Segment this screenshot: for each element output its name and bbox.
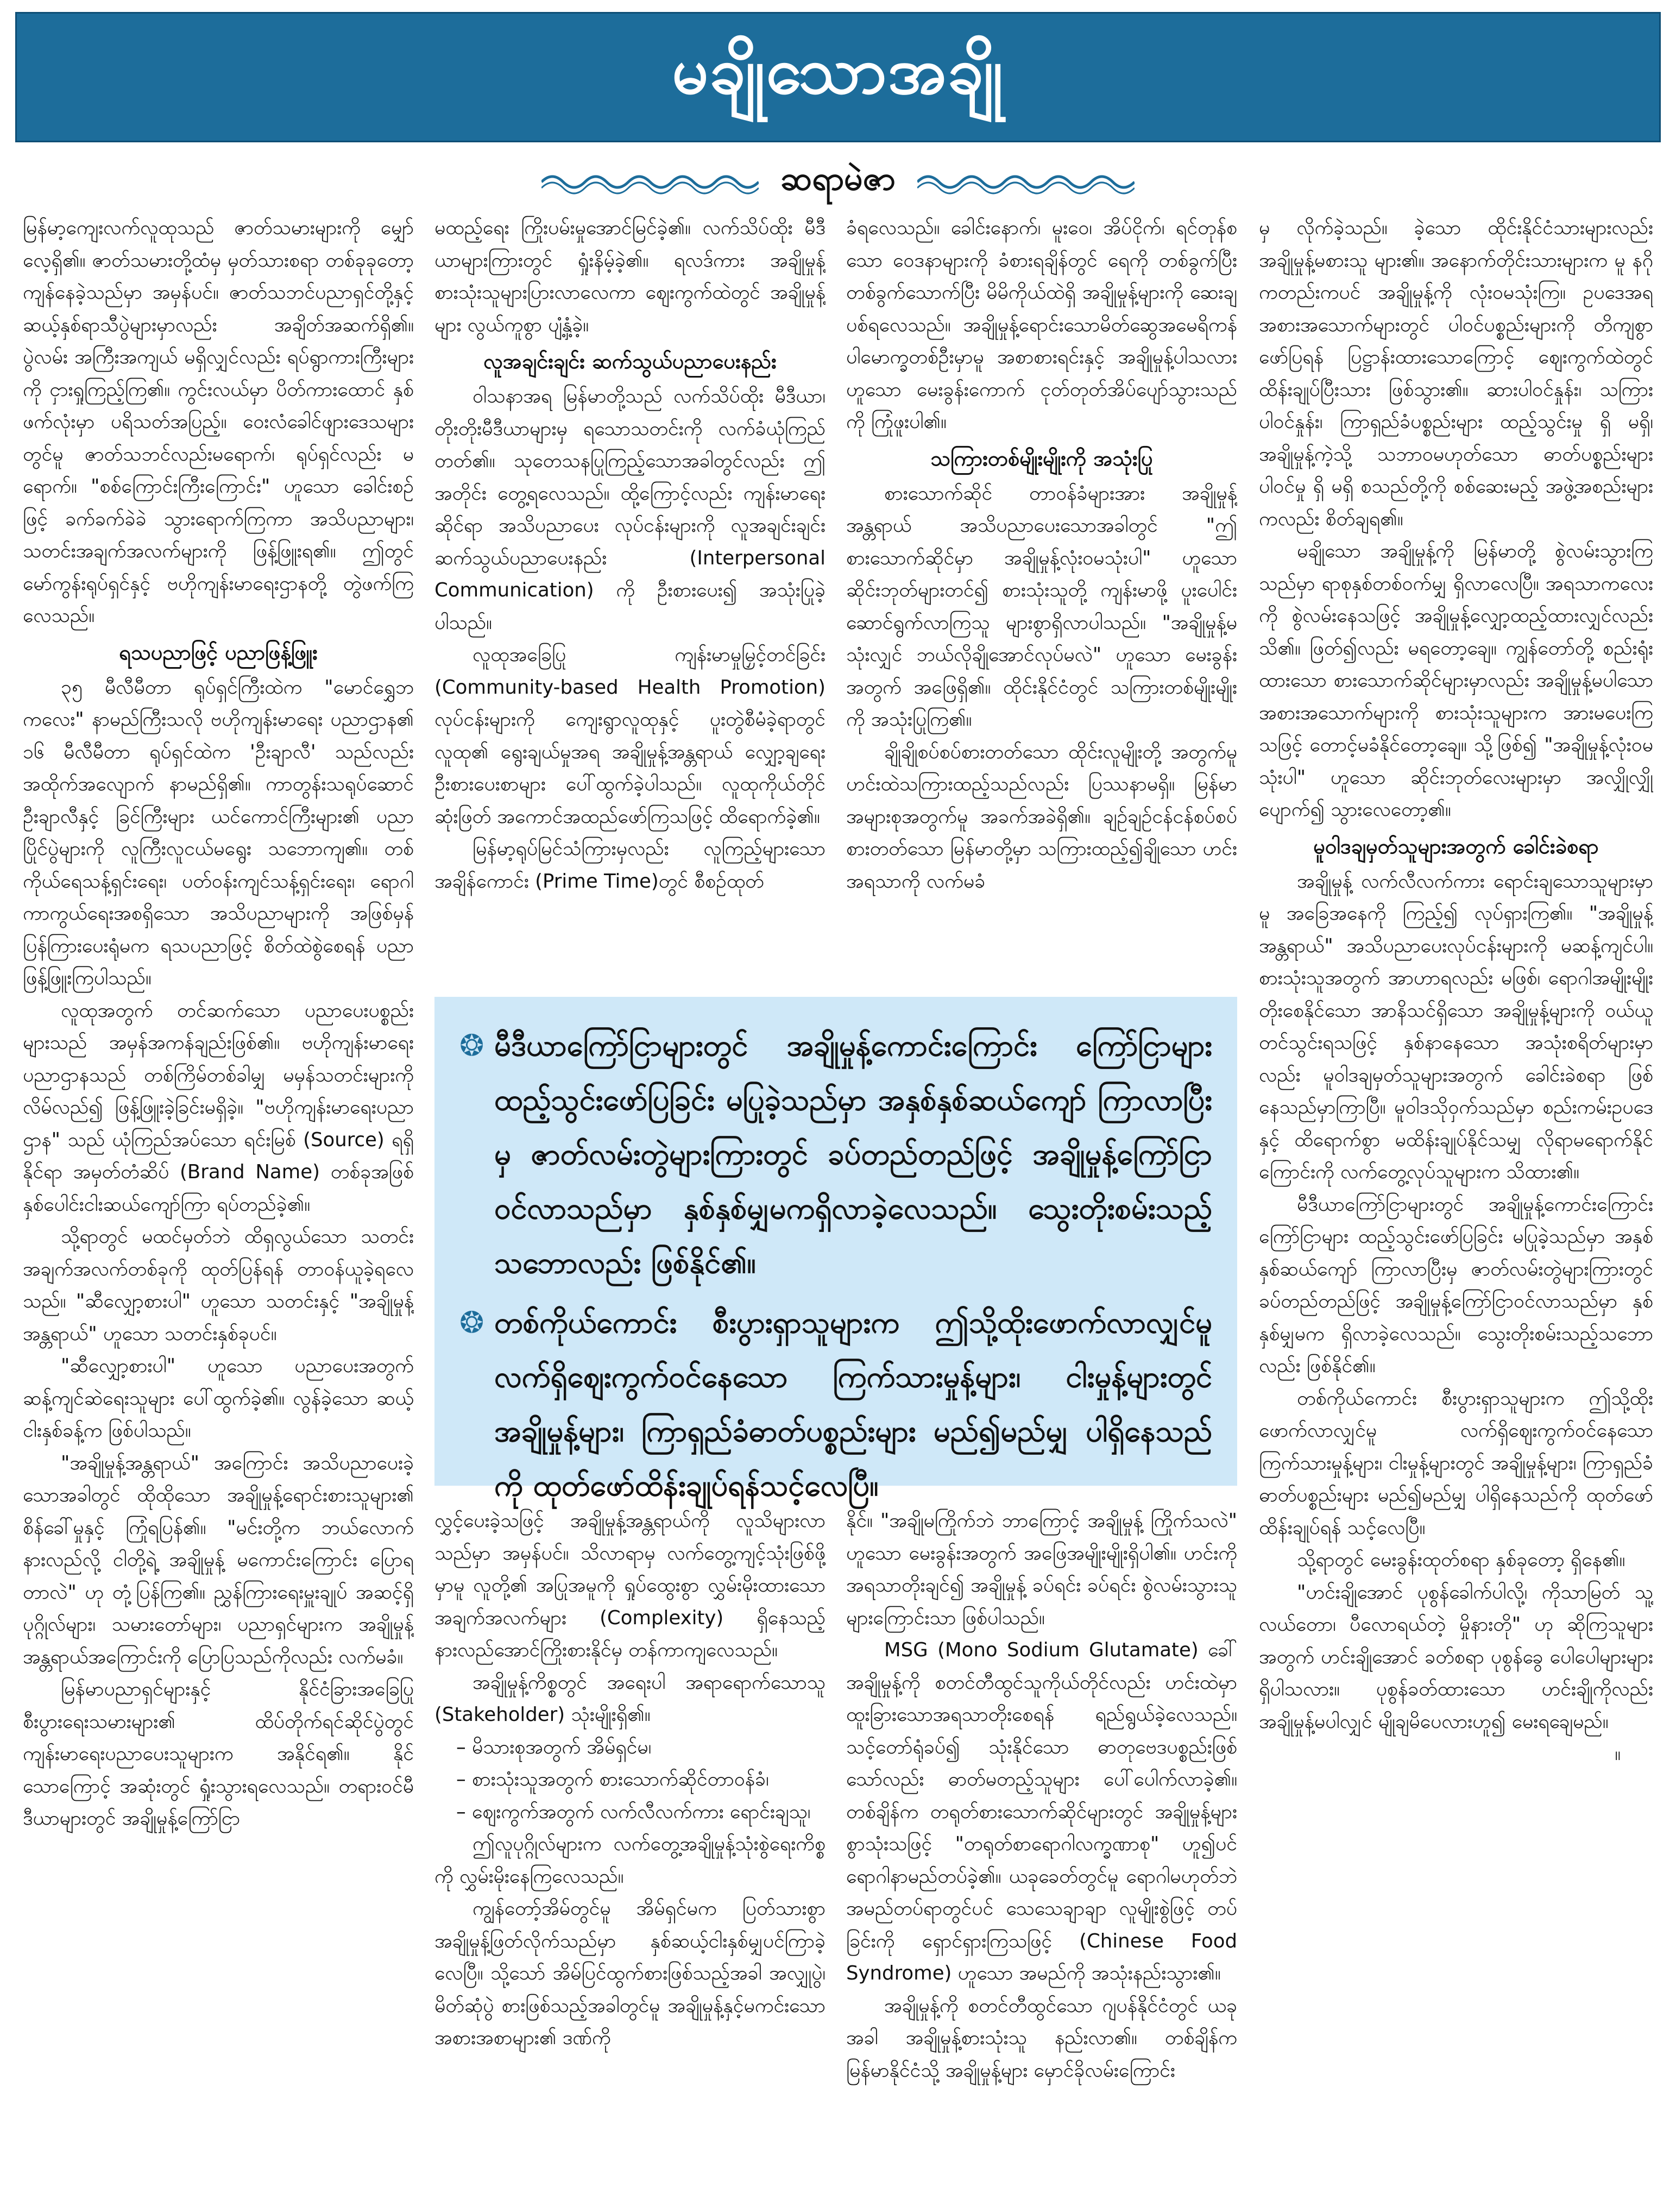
subheading: လူအချင်းချင်း ဆက်သွယ်ပညာပေးနည်း xyxy=(483,349,777,373)
paragraph: မြန်မာ့ကျေးလက်လူထုသည် ဇာတ်သမားများကို မျှော်လေ့ရှိ၏။ ဇာတ်သမားတို့ထံမှ မှတ်သားစရာ တစ်ခုခုတော့ ကျန်နေခဲ့သည်မှာ အမှန်ပင်။ ဇာတ်သဘင်ပညာရှင်တို့နှင့် ဆယ့်နှစ်ရာသီပွဲများမှာလည်း အချိတ်အဆက်ရှိ၏။ ပွဲလမ်း အကြီးအကျယ် မရှိလျှင်လည်း ရပ်ရွာကားကြီးများကို ငှားရှုကြည့်ကြ၏။ ကွင်းလယ်မှာ ပိတ်ကားထောင် နှစ်ဖက်လုံးမှာ ပရိသတ်အပြည့်။ ဝေးလံခေါင်ဖျားဒေသများတွင်မူ ဇာတ်သဘင်လည်းမရောက်၊ ရုပ်ရှင်လည်း မရောက်။ "စစ်ကြောင်းကြီးကြောင်း" ဟူသော ခေါင်းစဉ်ဖြင့် ခက်ခက်ခဲခဲ သွားရောက်ကြကာ အသိပညာများ၊ သတင်းအချက်အလက်များကို ဖြန့်ဖြူးရ၏။ ဤတွင် မော်ကွန်းရုပ်ရှင်နှင့် ဗဟိုကျန်းမာရေးဌာနတို့ တွဲဖက်ကြလေသည်။ xyxy=(23,217,414,627)
stakeholder-list xyxy=(434,1731,826,1828)
byline-row xyxy=(0,158,1676,206)
column-3-bottom xyxy=(846,1505,1237,2200)
paragraph: မထည့်ရေး ကြိုးပမ်းမှုအောင်မြင်ခဲ့၏။ လက်သိပ်ထိုး မီဒီယာများကြားတွင် ရှုံးနိမ့်ခဲ့၏။ ရလဒ်ကား အချိုမှုန့်စားသုံးသူများပြားလာလေကာ ဈေးကွက်ထဲတွင် အချိုမှုန့်များ လွယ်ကူစွာ ပျံ့နှံ့ခဲ့။ xyxy=(434,217,826,336)
paragraph: နိုင်။ "အချိုမကြိုက်ဘဲ ဘာကြောင့် အချိုမှုန့် ကြိုက်သလဲ" ဟူသော မေးခွန်းအတွက် အဖြေအမျိုးမျိုးရှိပါ၏။ ဟင်းကို အရသာတိုးချင်၍ အချိုမှုန့် ခပ်ရင်း ခပ်ရင်း စွဲလမ်းသွားသူ များကြောင်းသာ ဖြစ်ပါသည်။ xyxy=(846,1510,1237,1629)
list-item: – မိသားစုအတွက် အိမ်ရှင်မ၊ xyxy=(456,1736,652,1758)
paragraph: လွှင့်ပေးခဲ့သဖြင့် အချိုမှုန့်အန္တရာယ်ကို လူသိများလာသည်မှာ အမှန်ပင်။ သိလာရာမှ လက်တွေ့ကျင့်သုံးဖြစ်ဖို့မှာမူ လူတို့၏ အပြုအမူကို ရှုပ်ထွေးစွာ လွှမ်းမိုးထားသော အချက်အလက်များ (Complexity) ရှိနေသည့် နားလည်အောင်ကြိုးစားနိုင်မှ တန်ကာကျလေသည်။ xyxy=(434,1510,826,1661)
paragraph: ကျွန်တော့်အိမ်တွင်မူ အိမ်ရှင်မက ပြတ်သားစွာ အချိုမှုန့်ဖြတ်လိုက်သည်မှာ နှစ်ဆယ့်ငါးနှစ်မျှပင်ကြာခဲ့လေပြီ။ သို့သော် အိမ်ပြင်ထွက်စားဖြစ်သည့်အခါ အလျှုပွဲ၊ မိတ်ဆုံပွဲ စားဖြစ်သည့်အခါတွင်မူ အချိုမှုန့်နှင့်မကင်းသော အစားအစာများ၏ ဒဏ်ကို xyxy=(434,1897,826,2049)
wave-ornament-right-icon xyxy=(917,168,1135,196)
flower-bullet-icon: ❂ xyxy=(459,1028,484,1063)
paragraph: တစ်ကိုယ်ကောင်း စီးပွားရှာသူများက ဤသို့ထိုးဖောက်လာလျှင်မူ လက်ရှိဈေးကွက်ဝင်နေသော ကြက်သားမှုန့်များ၊ ငါးမှုန့်များတွင် အချိုမှုန့်များ၊ ကြာရှည်ခံဓာတ်ပစ္စည်းများ မည်၍မည်မျှ ပါရှိနေသည်ကို ထုတ်ဖော်ထိန်းချုပ်ရန် သင့်လေပြီ။ xyxy=(1259,1387,1653,1539)
paragraph: ဤလူပုဂ္ဂိုလ်များက လက်တွေ့အချိုမှုန့်သုံးစွဲရေးကိစ္စကို လွှမ်းမိုးနေကြလေသည်။ xyxy=(434,1833,826,1888)
paragraph: "အချိုမှုန့်အန္တရာယ်" အကြောင်း အသိပညာပေးခဲ့သောအခါတွင် ထိုထိုသော အချိုမှုန့်ရောင်းစားသူများ၏ စိန်ခေါ်မှုနှင့် ကြုံရပြန်၏။ "မင်းတို့က ဘယ်လောက်နားလည်လို့ ငါတို့ရဲ့ အချိုမှုန့် မကောင်းကြောင်း ပြောရတာလဲ" ဟု တုံ့ပြန်ကြ၏။ ညွှန်ကြားရေးမှူးချုပ် အဆင့်ရှိ ပုဂ္ဂိုလ်များ၊ သမားတော်များ၊ ပညာရှင်များက အချိုမှုန့်အန္တရာယ်အကြောင်းကို ပြောပြသည်ကိုလည်း လက်မခံ။ xyxy=(23,1451,414,1668)
subheading: ရသပညာဖြင့် ပညာဖြန့်ဖြူး xyxy=(119,640,318,664)
callout-text: မီဒီယာကြော်ငြာများတွင် အချိုမှုန့်ကောင်းကြောင်း ကြော်ငြာများ ထည့်သွင်းဖော်ပြခြင်း မပြုခဲ့သည်မှာ အနှစ်နှစ်ဆယ်ကျော် ကြာလာပြီးမှ ဇာတ်လမ်းတွဲများကြားတွင် ခပ်တည်တည်ဖြင့် အချိုမှုန့်ကြော်ငြာဝင်လာသည်မှာ နှစ်နှစ်မျှမကရှိလာခဲ့လေသည်။ သွေးတိုးစမ်းသည့်သဘောလည်း ဖြစ်နိုင်၏။ xyxy=(494,1028,1212,1280)
paragraph: "ဆီလျှော့စားပါ" ဟူသော ပညာပေးအတွက် ဆန့်ကျင်ဆဲရေးသူများ ပေါ်ထွက်ခဲ့၏။ လွန်ခဲ့သော ဆယ့်ငါးနှစ်ခန့်က ဖြစ်ပါသည်။ xyxy=(23,1355,414,1442)
flower-bullet-icon: ❂ xyxy=(459,1305,484,1340)
column-3-top xyxy=(846,212,1237,989)
paragraph: မြန်မာ့ရုပ်မြင်သံကြားမှလည်း လူကြည့်များသော အချိန်ကောင်း (Prime Time)တွင် စီစဉ်ထုတ် xyxy=(434,838,826,893)
paragraph: ဝါသနာအရ မြန်မာတို့သည် လက်သိပ်ထိုး မီဒီယာ၊ တိုးတိုးမီဒီယာများမှ ရသောသတင်းကို လက်ခံယုံကြည်တတ်၏။ သုတေသနပြုကြည့်သောအခါတွင်လည်း ဤအတိုင်း တွေ့ရလေသည်။ ထို့ကြောင့်လည်း ကျန်းမာရေးဆိုင်ရာ အသိပညာပေး လုပ်ငန်းများကို လူအချင်းချင်း ဆက်သွယ်ပညာပေးနည်း (Interpersonal Communication) ကို ဦးစားပေး၍ အသုံးပြုခဲ့ပါသည်။ xyxy=(434,385,826,634)
paragraph: အချိုမှုန့်ကို စတင်တီထွင်သော ဂျပန်နိုင်ငံတွင် ယခုအခါ အချိုမှုန့်စားသုံးသူ နည်းလာ၏။ တစ်ချိန်က မြန်မာနိုင်ငံသို့ အချိုမှုန့်များ မှောင်ခိုလမ်းကြောင်း xyxy=(846,1994,1237,2082)
paragraph: လူထုအတွက် တင်ဆက်သော ပညာပေးပစ္စည်းများသည် အမှန်အကန်ချည်းဖြစ်၏။ ဗဟိုကျန်းမာရေးပညာဌာနသည် တစ်ကြိမ်တစ်ခါမျှ မမှန်သတင်းများကို လိမ်လည်၍ ဖြန့်ဖြူးခဲ့ခြင်းမရှိခဲ့။ "ဗဟိုကျန်းမာရေးပညာဌာန" သည် ယုံကြည်အပ်သော ရင်းမြစ် (Source) ရရှိနိုင်ရာ အမှတ်တံဆိပ် (Brand Name) တစ်ခုအဖြစ် နှစ်ပေါင်းငါးဆယ်ကျော်ကြာ ရပ်တည်ခဲ့၏။ xyxy=(23,999,414,1216)
paragraph: လူထုအခြေပြု ကျန်းမာမှုမြှင့်တင်ခြင်း (Community-based Health Promotion) လုပ်ငန်းများကို ကျေးရွာလူထုနှင့် ပူးတွဲစီမံခဲ့ရာတွင် လူထု၏ ရွေးချယ်မှုအရ အချိုမှုန့်အန္တရာယ် လျှော့ချရေး ဦးစားပေးစာများ ပေါ်ထွက်ခဲ့ပါသည်။ လူထုကိုယ်တိုင် ဆုံးဖြတ် အကောင်အထည်ဖော်ကြသဖြင့် ထိရောက်ခဲ့၏။ xyxy=(434,644,826,828)
highlight-callout xyxy=(434,997,1237,1503)
callout-text: တစ်ကိုယ်ကောင်း စီးပွားရှာသူများက ဤသို့ထိုးဖောက်လာလျှင်မူ လက်ရှိဈေးကွက်ဝင်နေသော ကြက်သားမှုန့်များ၊ ငါးမှုန့်များတွင် အချိုမှုန့်များ၊ ကြာရှည်ခံဓာတ်ပစ္စည်းများ မည်၍မည်မျှ ပါရှိနေသည်ကို ထုတ်ဖော်ထိန်းချုပ်ရန်သင့်လေပြီ။ xyxy=(494,1305,1212,1503)
paragraph: ခံရလေသည်။ ခေါင်းနောက်၊ မူးဝေ၊ အိပ်ငိုက်၊ ရင်တုန်စသော ဝေဒနာများကို ခံစားရချိန်တွင် ရေကို တစ်ခွက်ပြီးတစ်ခွက်သောက်ပြီး မိမိကိုယ်ထဲရှိ အချိုမှုန့်များကို ဆေးချပစ်ရလေသည်။ အချိုမှုန့်ရောင်းသောမိတ်ဆွေအမေရိကန်ပါမောက္ခတစ်ဦးမှာမူ အစာစားရင်းနှင့် အချိုမှုန့်ပါသလားဟူသော မေးခွန်းကောက် ငုတ်တုတ်အိပ်ပျော်သွားသည်ကို ကြုံဖူးပါ၏။ xyxy=(846,217,1237,433)
paragraph: မြန်မာပညာရှင်များနှင့် နိုင်ငံခြားအခြေပြု စီးပွားရေးသမားများ၏ ထိပ်တိုက်ရင်ဆိုင်ပွဲတွင် ကျန်းမာရေးပညာပေးသူများက အနိုင်ရ၏။ နိုင်သောကြောင့် အဆုံးတွင် ရှုံးသွားရလေသည်။ တရားဝင်မီဒီယာများတွင် အချိုမှုန့်ကြော်ငြာ xyxy=(23,1678,414,1830)
paragraph: မှ လိုက်ခဲ့သည်။ ခဲ့သော ထိုင်းနိုင်ငံသားများလည်း အချိုမှုန့်မစားသူ များ၏။ အနောက်တိုင်းသားများက မူ နဂိုကတည်းကပင် အချိုမှုန့်ကို လုံးဝမသုံးကြ။ ဥပဒေအရ အစားအသောက်များတွင် ပါဝင်ပစ္စည်းများကို တိကျစွာဖော်ပြရန် ပြဋ္ဌာန်းထားသောကြောင့် ဈေးကွက်ထဲတွင် ထိန်းချုပ်ပြီးသား ဖြစ်သွား၏။ ဆားပါဝင်နှုန်း၊ သကြားပါဝင်နှုန်း၊ ကြာရှည်ခံပစ္စည်းများ ထည့်သွင်းမှု ရှိ မရှိ၊ အချိုမှုန့်ကဲ့သို့ သဘာဝမဟုတ်သော ဓာတ်ပစ္စည်းများ ပါဝင်မှု ရှိ မရှိ စသည်တို့ကို စစ်ဆေးမည့် အဖွဲ့အစည်းများကလည်း စိတ်ချရ၏။ xyxy=(1259,217,1653,530)
column-2-bottom xyxy=(434,1505,826,2200)
callout-item xyxy=(459,1296,1212,1513)
column-1 xyxy=(23,212,414,2200)
callout-item xyxy=(459,1019,1212,1290)
column-4 xyxy=(1259,212,1653,2200)
paragraph: ၃၅ မီလီမီတာ ရုပ်ရှင်ကြီးထဲက "မောင်ရွှေဘကလေး" နာမည်ကြီးသလို ဗဟိုကျန်းမာရေး ပညာဌာန၏ ၁၆ မီလီမီတာ ရုပ်ရှင်ထဲက 'ဦးချာလီ' သည်လည်း အထိုက်အလျောက် နာမည်ရှိ၏။ ကာတွန်းသရုပ်ဆောင် ဦးချာလီနှင့် ခြင်ကြီးများ ယင်ကောင်ကြီးများ၏ ပညာပြိုင်ပွဲများကို လူကြီးလူငယ်မရွေး သဘောကျ၏။ တစ်ကိုယ်ရေသန့်ရှင်းရေး၊ ပတ်ဝန်းကျင်သန့်ရှင်းရေး၊ ရောဂါကာကွယ်ရေးအစရှိသော အသိပညာများကို အဖြစ်မှန် ပြန်ကြားပေးရုံမက ရသပညာဖြင့် စိတ်ထဲစွဲစေရန် ပညာဖြန့်ဖြူးကြပါသည်။ xyxy=(23,676,414,989)
paragraph: သို့ရာတွင် မထင်မှတ်ဘဲ ထိရှလွယ်သော သတင်းအချက်အလက်တစ်ခုကို ထုတ်ပြန်ရန် တာဝန်ယူခဲ့ရလေသည်။ "ဆီလျှော့စားပါ" ဟူသော သတင်းနှင့် "အချိုမှုန့်အန္တရာယ်" ဟူသော သတင်းနှစ်ခုပင်။ xyxy=(23,1226,414,1345)
paragraph: မီဒီယာကြော်ငြာများတွင် အချိုမှုန့်ကောင်းကြောင်း ကြော်ငြာများ ထည့်သွင်းဖော်ပြခြင်း မပြုခဲ့သည်မှာ အနှစ်နှစ်ဆယ်ကျော် ကြာလာပြီးမှ ဇာတ်လမ်းတွဲများကြားတွင် ခပ်တည်တည်ဖြင့် အချိုမှုန့်ကြော်ငြာဝင်လာသည်မှာ နှစ်နှစ်မျှမက ရှိလာခဲ့လေသည်။ သွေးတိုးစမ်းသည့်သဘောလည်း ဖြစ်နိုင်၏။ xyxy=(1259,1193,1653,1377)
end-mark: ။ xyxy=(1615,1743,1621,1765)
list-item: – စားသုံးသူအတွက် စားသောက်ဆိုင်တာဝန်ခံ၊ xyxy=(456,1768,769,1790)
paragraph: "ဟင်းချိုအောင် ပုစွန်ခေါက်ပါလို့၊ ကိုသာမြတ် သူ့လယ်တော၊ ပီလောရယ်တဲ့ မှိုနားတို" ဟု ဆိုကြသူများအတွက် ဟင်းချိုအောင် ခတ်စရာ ပုစွန်ခွေ ပေါပေါများများ ရှိပါသလား။ ပုစွန်ခတ်ထားသော ဟင်းချိုကိုလည်း အချိုမှုန့်မပါလျှင် မျိုချမိပေလားဟူ၍ မေးရချေမည်။ xyxy=(1259,1581,1653,1733)
author-byline: ဆရာမဲဇာ xyxy=(780,160,896,198)
subheading: သကြားတစ်မျိုးမျိုးကို အသုံးပြု xyxy=(930,446,1153,470)
column-2-top xyxy=(434,212,826,989)
paragraph: MSG (Mono Sodium Glutamate) ခေါ် အချိုမှုန့်ကို စတင်တီထွင်သူကိုယ်တိုင်လည်း ဟင်းထဲမှာ ထူးခြားသောအရသာတိုးစေရန် ရည်ရွယ်ခဲ့လေသည်။ သင့်တော်ရုံခပ်၍ သုံးနိုင်သော ဓာတုဗေဒပစ္စည်းဖြစ်သော်လည်း ဓာတ်မတည့်သူများ ပေါ်ပေါက်လာခဲ့၏။ တစ်ချိန်က တရုတ်စားသောက်ဆိုင်များတွင် အချိုမှုန့်များစွာသုံးသဖြင့် "တရုတ်စာရောဂါလက္ခဏာစု" ဟူ၍ပင် ရောဂါနာမည်တပ်ခဲ့၏။ ယခုခေတ်တွင်မူ ရောဂါမဟုတ်ဘဲ အမည်တပ်ရာတွင်ပင် သေသေချာချာ လူမျိုးစွဲဖြင့် တပ်ခြင်းကို ရှောင်ရှားကြသဖြင့် (Chinese Food Syndrome) ဟူသော အမည်ကို အသုံးနည်းသွား၏။ xyxy=(846,1639,1237,1984)
paragraph: သို့ရာတွင် မေးခွန်းထုတ်စရာ နှစ်ခုတော့ ရှိနေ၏။ xyxy=(1297,1549,1625,1571)
wave-ornament-left-icon xyxy=(541,168,759,196)
title-banner xyxy=(15,12,1661,142)
paragraph: ချိုချိုစပ်စပ်စားတတ်သော ထိုင်းလူမျိုးတို့ အတွက်မူ ဟင်းထဲသကြားထည့်သည်လည်း ပြဿနာမရှိ။ မြန်မာအများစုအတွက်မူ အခက်အခဲရှိ၏။ ချဉ်ချဉ်ငန်ငန်စပ်စပ်စားတတ်သော မြန်မာတို့မှာ သကြားထည့်၍ချိုသော ဟင်းအရသာကို လက်မခံ xyxy=(846,740,1237,893)
article-title: မချိုသောအချို xyxy=(672,33,1004,108)
paragraph: စားသောက်ဆိုင် တာဝန်ခံများအား အချိုမှုန့်အန္တရာယ် အသိပညာပေးသောအခါတွင် "ဤစားသောက်ဆိုင်မှာ အချိုမှုန့်လုံးဝမသုံးပါ" ဟူသော ဆိုင်းဘုတ်များတင်၍ စားသုံးသူတို့ ကျန်းမာဖို့ ပူးပေါင်းဆောင်ရွက်လာကြသူ များစွာရှိလာပါသည်။ "အချိုမှုန့်မသုံးလျှင် ဘယ်လိုချိုအောင်လုပ်မလဲ" ဟူသော မေးခွန်းအတွက် အဖြေရှိ၏။ ထိုင်းနိုင်ငံတွင် သကြားတစ်မျိုးမျိုးကို အသုံးပြုကြ၏။ xyxy=(846,482,1237,731)
paragraph: အချိုမှုန့်ကိစ္စတွင် အရေးပါ အရာရောက်သောသူ (Stakeholder) သုံးမျိုးရှိ၏။ xyxy=(434,1671,826,1726)
paragraph: မချိုသော အချိုမှုန့်ကို မြန်မာတို့ စွဲလမ်းသွားကြသည်မှာ ရာစုနှစ်တစ်ဝက်မျှ ရှိလာလေပြီ။ အရသာကလေးကို စွဲလမ်းနေသဖြင့် အချိုမှုန့်လျှော့ထည့်ထားလျှင်လည်း သိ၏။ ဖြတ်၍လည်း မရတော့ချေ။ ကျွန်တော်တို့ စည်းရုံးထားသော စားသောက်ဆိုင်များမှာလည်း အချိုမှုန့်မပါသော အစားအသောက်များကို စားသုံးသူများက အားမပေးကြသဖြင့် တောင့်မခံနိုင်တော့ချေ။ သို့ဖြစ်၍ "အချိုမှုန့်လုံးဝမသုံးပါ" ဟူသော ဆိုင်းဘုတ်လေးများမှာ အလျှိုလျှိုပျောက်၍ သွားလေတော့၏။ xyxy=(1259,540,1653,821)
subheading: မူဝါဒချမှတ်သူများအတွက် ခေါင်းခဲစရာ xyxy=(1313,834,1599,858)
paragraph: အချိုမှုန့် လက်လီလက်ကား ရောင်းချသောသူများမှာမူ အခြေအနေကို ကြည့်၍ လုပ်ရှားကြ၏။ "အချိုမှုန့်အန္တရာယ်" အသိပညာပေးလုပ်ငန်းများကို မဆန့်ကျင်ပါ။ စားသုံးသူအတွက် အာဟာရလည်း မဖြစ်၊ ရောဂါအမျိုးမျိုး တိုးစေနိုင်သော အာနိသင်ရှိသော အချိုမှုန့်များကို ဝယ်ယူတင်သွင်းရသဖြင့် နှစ်နာနေသော အသုံးစရိတ်များမှာလည်း မူဝါဒချမှတ်သူများအတွက် ခေါင်းခဲစရာ ဖြစ်နေသည်မှာကြာပြီ။ မူဝါဒသိုဝှက်သည်မှာ စည်းကမ်းဥပဒေနှင့် ထိရောက်စွာ မထိန်းချုပ်နိုင်သမျှ လိုရာမရောက်နိုင်ကြောင်းကို လက်တွေ့လုပ်သူများက သိထား၏။ xyxy=(1259,870,1653,1183)
list-item: – ဈေးကွက်အတွက် လက်လီလက်ကား ရောင်းချသူ၊ xyxy=(456,1800,811,1823)
